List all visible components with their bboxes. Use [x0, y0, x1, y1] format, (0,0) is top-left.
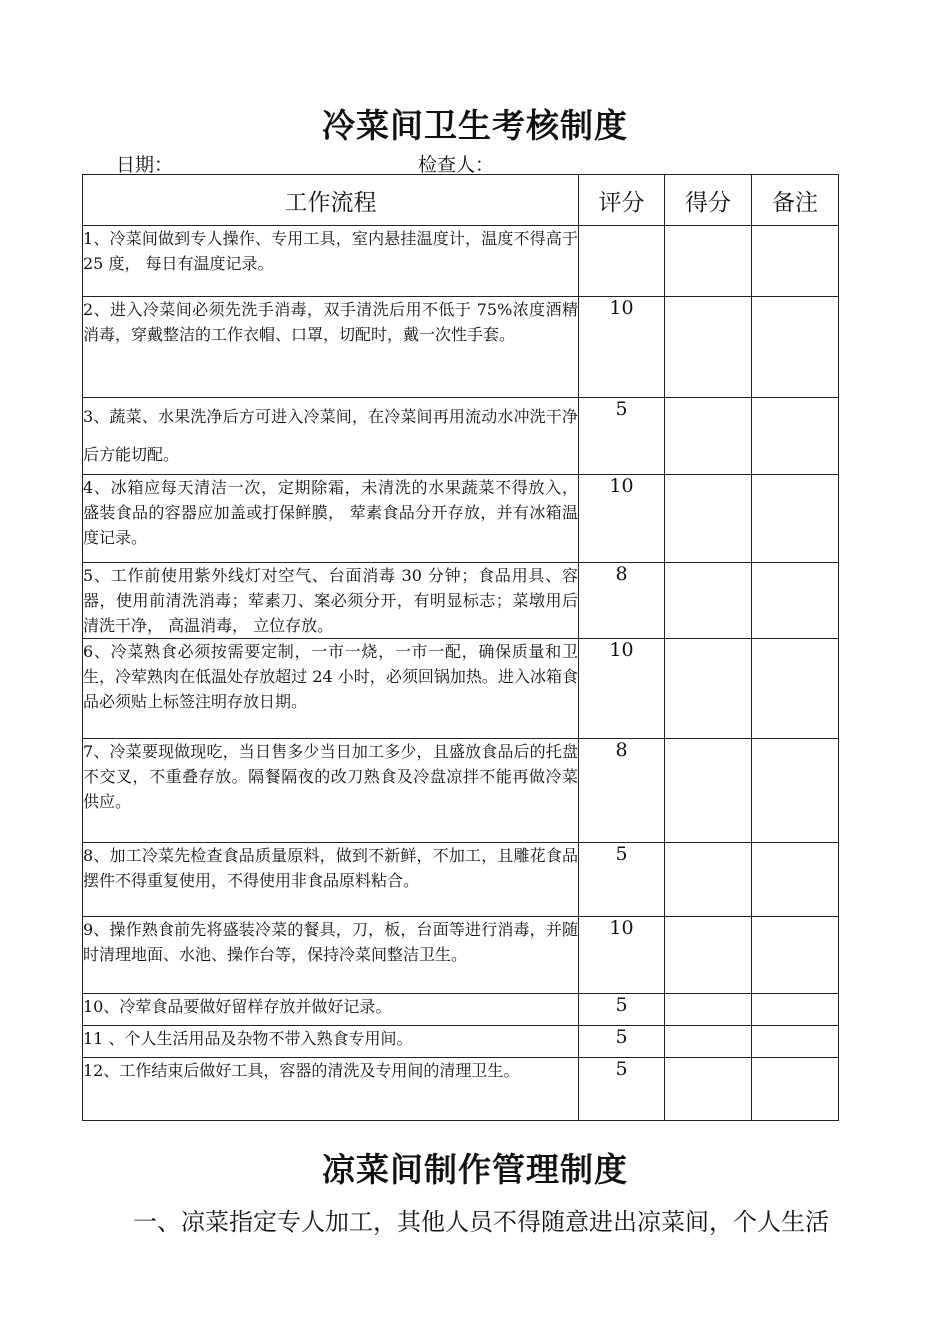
table-row: [83, 994, 839, 1026]
remarks-cell[interactable]: [752, 1058, 839, 1121]
table-row: [83, 297, 839, 398]
rating-value: 10: [579, 297, 665, 398]
table-row: [83, 1058, 839, 1121]
process-text: 1、冷菜间做到专人操作、专用工具，室内悬挂温度计，温度不得高于 25 度， 每日有温度记录。: [83, 226, 579, 297]
header-remarks: 备注: [752, 175, 839, 226]
rating-value: [579, 226, 665, 297]
score-cell[interactable]: [665, 226, 752, 297]
score-cell[interactable]: [665, 475, 752, 563]
process-text: 8、加工冷菜先检查食品质量原料，做到不新鲜，不加工，且雕花食品摆件不得重复使用，不得使用非食品原料粘合。: [83, 843, 579, 917]
process-text: 5、工作前使用紫外线灯对空气、台面消毒 30 分钟；食品用具、容器，使用前清洗消毒；荤素刀、案必须分开，有明显标志；菜墩用后清洗干净， 高温消毒， 立位存放。: [83, 563, 579, 639]
process-text: 11 、个人生活用品及杂物不带入熟食专用间。: [83, 1026, 579, 1058]
remarks-cell[interactable]: [752, 398, 839, 475]
remarks-cell[interactable]: [752, 297, 839, 398]
remarks-cell[interactable]: [752, 226, 839, 297]
remarks-cell[interactable]: [752, 739, 839, 843]
rating-value: 5: [579, 1058, 665, 1121]
process-text: 6、冷菜熟食必须按需要定制，一市一烧，一市一配，确保质量和卫生，冷荤熟肉在低温处存放超过 24 小时，必须回锅加热。进入冰箱食品必须贴上标签注明存放日期。: [83, 639, 579, 739]
date-label: 日期：: [116, 154, 174, 176]
remarks-cell[interactable]: [752, 917, 839, 994]
score-cell[interactable]: [665, 843, 752, 917]
table-row: [83, 917, 839, 994]
score-cell[interactable]: [665, 398, 752, 475]
process-text: 3、蔬菜、水果洗净后方可进入冷菜间，在冷菜间再用流动水冲洗干净后方能切配。: [83, 398, 579, 475]
inspection-table: [82, 174, 839, 1121]
rating-value: 5: [579, 994, 665, 1026]
table-row: [83, 226, 839, 297]
table-row: [83, 843, 839, 917]
rating-value: 5: [579, 1026, 665, 1058]
section-title: 凉菜间制作管理制度: [322, 1150, 628, 1189]
table-row: [83, 475, 839, 563]
remarks-cell[interactable]: [752, 843, 839, 917]
process-text: 2、进入冷菜间必须先洗手消毒，双手清洗后用不低于 75%浓度酒精消毒，穿戴整洁的工作衣帽、口罩，切配时，戴一次性手套。: [83, 297, 579, 398]
rating-value: 8: [579, 563, 665, 639]
remarks-cell[interactable]: [752, 475, 839, 563]
score-cell[interactable]: [665, 297, 752, 398]
remarks-cell[interactable]: [752, 563, 839, 639]
header-process: 工作流程: [83, 175, 579, 226]
inspector-label: 检查人：: [418, 154, 495, 176]
score-cell[interactable]: [665, 563, 752, 639]
page-title: 冷菜间卫生考核制度: [322, 106, 628, 145]
rating-value: 10: [579, 917, 665, 994]
remarks-cell[interactable]: [752, 994, 839, 1026]
table-row: [83, 563, 839, 639]
process-text: 10、冷荤食品要做好留样存放并做好记录。: [83, 994, 579, 1026]
table-row: [83, 739, 839, 843]
table-header-row: [83, 175, 839, 226]
process-text: 12、工作结束后做好工具，容器的清洗及专用间的清理卫生。: [83, 1058, 579, 1121]
score-cell[interactable]: [665, 917, 752, 994]
table-row: [83, 1026, 839, 1058]
remarks-cell[interactable]: [752, 1026, 839, 1058]
table-row: [83, 639, 839, 739]
score-cell[interactable]: [665, 739, 752, 843]
header-score: 得分: [665, 175, 752, 226]
score-cell[interactable]: [665, 994, 752, 1026]
rating-value: 5: [579, 843, 665, 917]
score-cell[interactable]: [665, 1058, 752, 1121]
remarks-cell[interactable]: [752, 639, 839, 739]
header-rating: 评分: [579, 175, 665, 226]
process-text: 9、操作熟食前先将盛装冷菜的餐具，刀，板，台面等进行消毒，并随时清理地面、水池、操作台等，保持冷菜间整洁卫生。: [83, 917, 579, 994]
rating-value: 10: [579, 475, 665, 563]
process-text: 4、冰箱应每天清洁一次，定期除霜，未清洗的水果蔬菜不得放入， 盛装食品的容器应加盖或打保鲜膜， 荤素食品分开存放，并有冰箱温度记录。: [83, 475, 579, 563]
process-text: 7、冷菜要现做现吃，当日售多少当日加工多少，且盛放食品后的托盘不交叉，不重叠存放。隔餐隔夜的改刀熟食及冷盘凉拌不能再做冷菜供应。: [83, 739, 579, 843]
table-row: [83, 398, 839, 475]
score-cell[interactable]: [665, 1026, 752, 1058]
rating-value: 8: [579, 739, 665, 843]
rating-value: 5: [579, 398, 665, 475]
rating-value: 10: [579, 639, 665, 739]
score-cell[interactable]: [665, 639, 752, 739]
body-paragraph: 一、凉菜指定专人加工，其他人员不得随意进出凉菜间，个人生活: [133, 1208, 829, 1236]
